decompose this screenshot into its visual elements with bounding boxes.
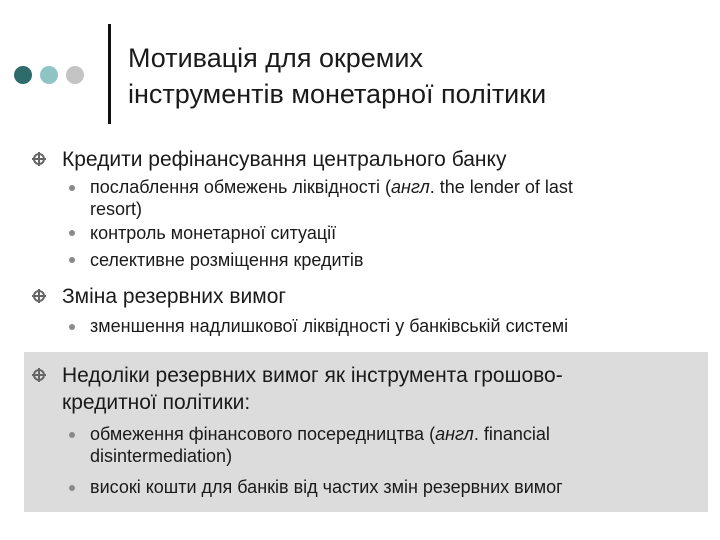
list-item: селективне розміщення кредитів (90, 250, 364, 270)
title-line-2: інструментів монетарної політики (128, 79, 547, 109)
section-bullet-icon (33, 290, 45, 302)
list-item: високі кошти для банків від частих змін резервних вимог (90, 477, 563, 497)
list-item-continuation: resort) (90, 199, 143, 219)
bullet-dot-icon (69, 324, 75, 330)
section-heading: Недоліки резервних вимог як інструмента грошово- (62, 364, 563, 387)
dot-dark (14, 66, 32, 84)
list-item: послаблення обмежень ліквідності (англ. the lender of last (90, 177, 573, 197)
section-heading: Зміна резервних вимог (62, 285, 287, 308)
bullet-dot-icon (69, 257, 75, 263)
slide-title (128, 40, 546, 112)
bullet-dot-icon (69, 432, 75, 438)
list-item: зменшення надлишкової ліквідності у банківській системі (90, 316, 569, 336)
bullet-dot-icon (69, 485, 75, 491)
dot-light-teal (40, 66, 58, 84)
title-line-1: Мотивація для окремих (128, 43, 423, 73)
title-divider (108, 24, 111, 124)
section-bullet-icon (33, 369, 45, 381)
list-item-continuation: disintermediation) (90, 446, 233, 466)
section-heading-continuation: кредитної політики: (62, 391, 251, 414)
dot-gray (66, 66, 84, 84)
bullet-dot-icon (69, 230, 75, 236)
list-item: контроль монетарної ситуації (90, 223, 337, 243)
list-item: обмеження фінансового посередництва (англ. financial (90, 424, 550, 444)
bullet-dot-icon (69, 185, 75, 191)
decorative-dots (14, 66, 84, 84)
section-bullet-icon (33, 153, 45, 165)
section-heading: Кредити рефінансування центрального банку (62, 148, 507, 171)
